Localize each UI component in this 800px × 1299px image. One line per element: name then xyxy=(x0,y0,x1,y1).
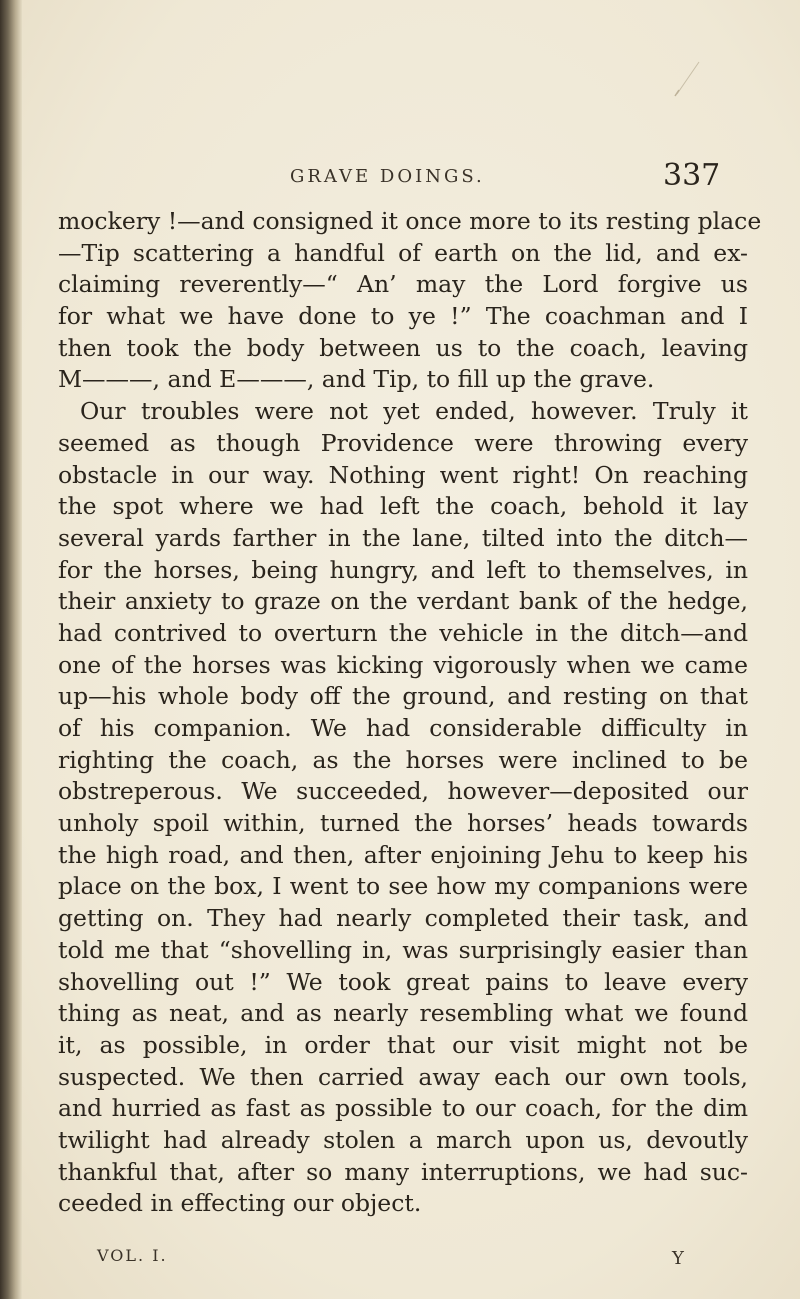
text-line: unholy spoil within, turned the horses’ heads towards xyxy=(58,809,748,838)
text-line: had contrived to overturn the vehicle in the ditch—and xyxy=(58,618,748,647)
text-line: for the horses, being hungry, and left to themselves, in xyxy=(58,555,748,584)
text-line: thankful that, after so many interruptions, we had suc- xyxy=(58,1157,748,1186)
text-line: thing as neat, and as nearly resembling what we found xyxy=(58,999,748,1028)
text-line: the spot where we had left the coach, behold it lay xyxy=(58,492,748,521)
page-header xyxy=(0,158,800,198)
text-line: obstreperous. We succeeded, however—deposited our xyxy=(58,777,748,806)
text-line: place on the box, I went to see how my companions were xyxy=(58,872,748,901)
text-line: for what we have done to ye !” The coachman and I xyxy=(58,302,748,331)
text-line: shovelling out !” We took great pains to leave every xyxy=(58,967,748,996)
text-line: and hurried as fast as possible to our coach, for the dim xyxy=(58,1094,748,1123)
text-line: their anxiety to graze on the verdant bank of the hedge, xyxy=(58,587,748,616)
pencil-mark xyxy=(673,58,703,98)
text-line: several yards farther in the lane, tilted into the ditch— xyxy=(58,523,748,552)
text-line: suspected. We then carried away each our own tools, xyxy=(58,1062,748,1091)
text-line: then took the body between us to the coach, leaving xyxy=(58,333,748,362)
text-line: seemed as though Providence were throwing every xyxy=(58,428,748,457)
running-title: GRAVE DOINGS. xyxy=(290,166,485,187)
page-footer xyxy=(0,1246,800,1276)
body-text xyxy=(58,206,762,1220)
text-line: up—his whole body off the ground, and resting on that xyxy=(58,682,748,711)
text-line: claiming reverently—“ An’ may the Lord forgive us xyxy=(58,270,748,299)
text-line: ceeded in effecting our object. xyxy=(58,1189,422,1218)
text-line: M———, and E———, and Tip, to fill up the grave. xyxy=(58,365,655,394)
text-line: getting on. They had nearly completed their task, and xyxy=(58,904,748,933)
text-line: righting the coach, as the horses were inclined to be xyxy=(58,745,748,774)
text-line: told me that “shovelling in, was surprisingly easier than xyxy=(58,935,748,964)
text-line: mockery !—and consigned it once more to its resting place xyxy=(58,207,762,235)
volume-label: VOL. I. xyxy=(97,1246,168,1265)
page-number: 337 xyxy=(663,158,721,193)
signature-mark: Y xyxy=(672,1248,684,1269)
text-line: of his companion. We had considerable difficulty in xyxy=(58,714,748,742)
text-line: Our troubles were not yet ended, however. Truly it xyxy=(80,397,748,426)
text-line: twilight had already stolen a march upon us, devoutly xyxy=(58,1125,748,1154)
text-line: it, as possible, in order that our visit might not be xyxy=(58,1030,748,1059)
text-line: obstacle in our way. Nothing went right! On reaching xyxy=(58,460,748,489)
text-line: —Tip scattering a handful of earth on the lid, and ex- xyxy=(58,238,748,267)
text-line: the high road, and then, after enjoining Jehu to keep his xyxy=(58,840,748,869)
text-line: one of the horses was kicking vigorously when we came xyxy=(58,650,748,679)
